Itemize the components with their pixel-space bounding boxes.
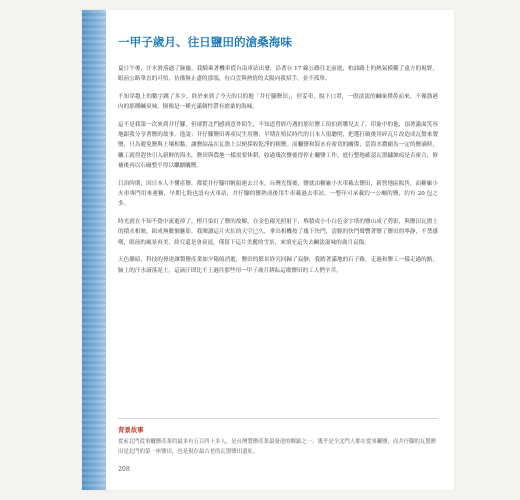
page-number: 208 — [118, 466, 130, 473]
watercolor-stripe — [82, 10, 106, 490]
paragraph: 這不是我第一次來到井仔腳，但卻對北門感到意外陌生，不知道曾經巧遇的那位鹽工伯伯到哪兒去了，印象中的他，頂著滿面笑容地跟我分享著鹽的故事，他說：井仔腳鹽田專產民生用鹽，早期在殖民時代的日本人很聰明，把選打破後用碎瓦片改造成瓦盤來製鹽，只為避免鹽與土壤相黏，讓鹽結晶在瓦盤上以便採收乾淨的粗鹽。而曬鹽和海水有密切的關係，當海水濃縮為一定的鹽滷時，曬工就得趕快引入新鮮的海水，鹽田與農地一樣需要休耕，收過幾次鹽後得停止曬鹽工作，進行整地確認瓦盤鏽蝕痕是否密合，修補後再以石碾整平得以繼續曬鹽。 — [118, 121, 438, 170]
paragraph: 不知穿越上的數字跳了多少，終於來到了今天的目的地「井仔腳鹽田」，停妥車，脫下口罩，一股淡淡的鹹味撲鼻而來，不像漁港內的那種鹹臭味，倒像是一種充滿個性帶有滄桑的海味。 — [118, 93, 438, 111]
paragraph: 時光就在不知不覺中流逝掉了，橙月染紅了鹽的故鄉，在金色陽光照射下，堆積成小小白色金字塔的鹽山成了剪影，與鹽田瓦盤上的積水相映，組成無數個魅影。我閱讀這片火紅的天空已久，拿出相機按了幾下快門，清脆的快門聲響著鹽了鹽田的寧靜，不禁感嘆，眼前的風景再美，終究還是會衰退，僅留下這片美麗的雪景，來填充這失去鹹淡滋味的歲月哀傷。 — [118, 218, 438, 246]
background-story-label: 背景故事 — [118, 426, 144, 434]
background-story-text: 從前北門從事曬鹽產業的最多有五百四十多人，是台灣製鹽產業最發達的鄉鎮之一，幾乎是全北門人都在從事曬鹽，而井仔腳的瓦盤鹽田是北門的第一座鹽田，也是現存最古老的瓦盤鹽田遺址。 — [118, 439, 437, 455]
book-page — [82, 10, 454, 490]
paragraph: 日治時期，因日本人不懂產鹽，都從井仔腳用帆船運去日本，台灣光復後，鹽就由糖廠小火車載去鹽田，新營地區販售，而糖廠小火車專門用來運糖，早期七股也設有火車站，井仔腳的鹽熟成後用牛車載過去車站，一整年可承載約一公噸的鹽，約有 20 包之多。 — [118, 180, 438, 208]
background-story-box — [118, 418, 438, 457]
page-title: 一甲子歲月、往日鹽田的滄桑海味 — [118, 35, 292, 49]
paragraph: 天色漸暗，科技的發達讓製鹽產業如夕陽般消逝，鹽田的繁景終究回歸了寂靜，我踏著滿地的石子路，走過和鹽工一樣走過的路，臉上的汗水滴落泥土，這滴汗即比不上過往那些用一甲子歲月耕耘這歇鹽田的工人們辛苦。 — [118, 257, 438, 274]
article-body — [118, 64, 438, 283]
paragraph: 夏日午後，汗水滑落過了臉龐，我騎乘著機車從台南車站出發，沿著台 17 線公路往北前進，柏油路上的熱氣模糊了遠方的視野，眼前公路筆直的可怕，彷彿無止盡的那端，有白雲與熱情的太陽向我招手，並不孤單。 — [118, 66, 438, 83]
